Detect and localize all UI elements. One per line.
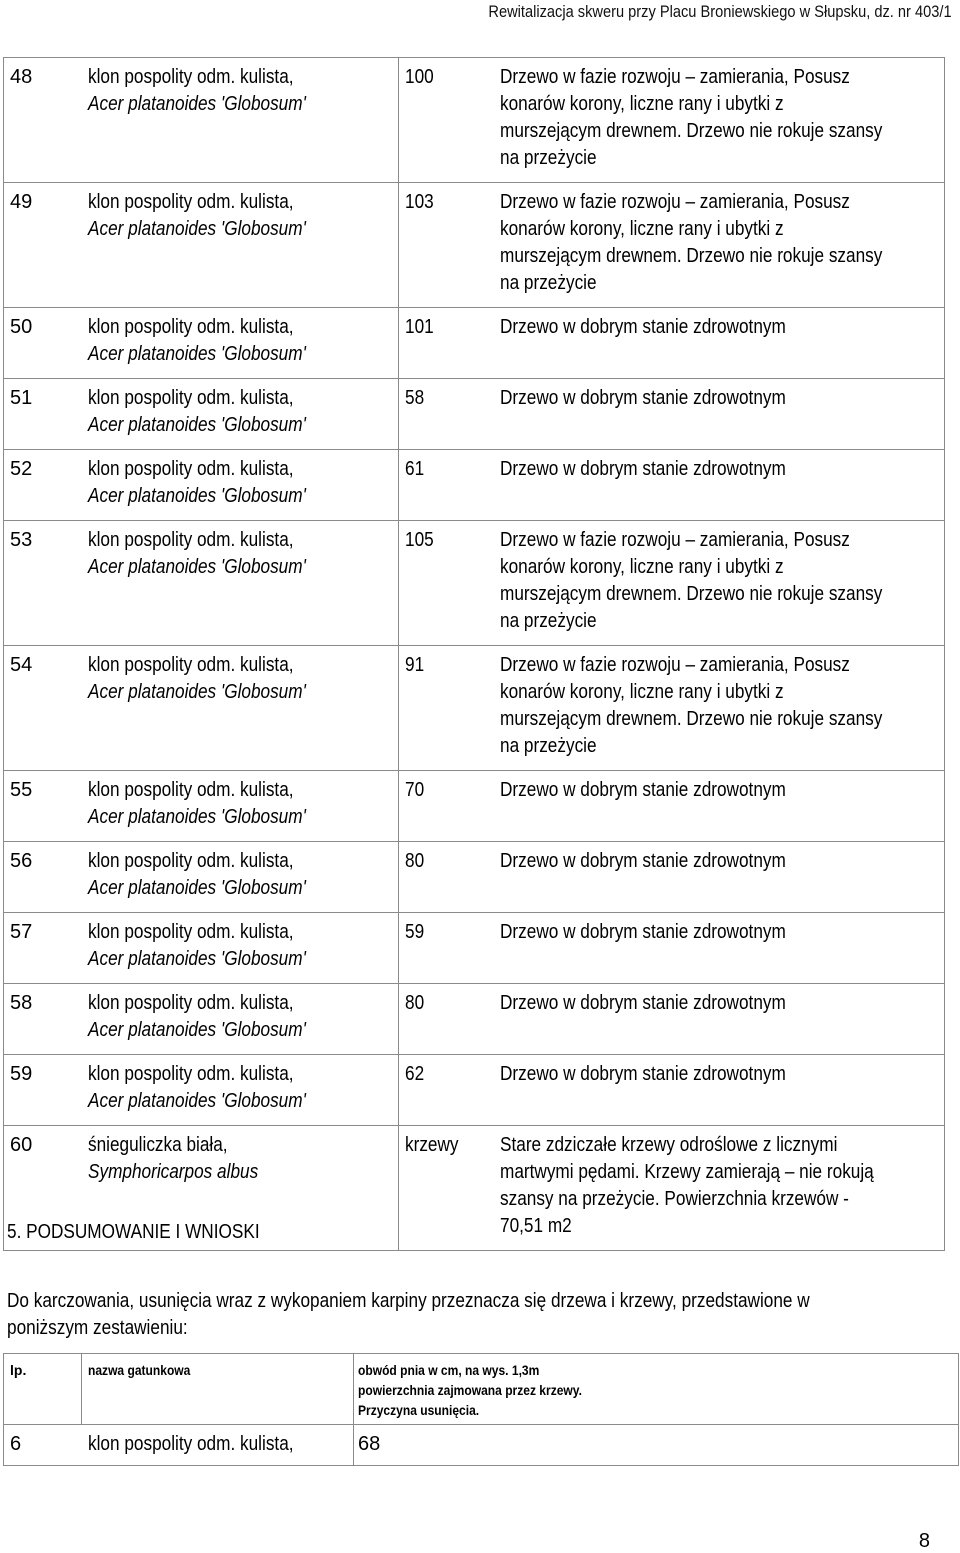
table-row bbox=[4, 771, 945, 842]
row-lp: 50 bbox=[10, 316, 33, 338]
document-header: Rewitalizacja skweru przy Placu Broniewskiego w Słupsku, dz. nr 403/1 bbox=[488, 2, 952, 21]
species-cell bbox=[4, 913, 399, 984]
species-name-pl: klon pospolity odm. kulista, bbox=[88, 387, 294, 409]
species-name-lat: Acer platanoides 'Globosum' bbox=[88, 681, 306, 703]
species-cell bbox=[4, 646, 399, 771]
condition-cell bbox=[399, 646, 945, 771]
species-cell bbox=[4, 58, 399, 183]
trunk-size: 103 bbox=[405, 191, 434, 213]
table-row bbox=[4, 308, 945, 379]
table-row bbox=[4, 58, 945, 183]
condition-line: konarów korony, liczne rany i ubytki z bbox=[500, 93, 784, 115]
tree-inventory-table bbox=[3, 57, 945, 1251]
summary-header-size-1: obwód pnia w cm, na wys. 1,3m bbox=[358, 1362, 540, 1378]
species-name-pl: klon pospolity odm. kulista, bbox=[88, 992, 294, 1014]
condition-line: Drzewo w fazie rozwoju – zamierania, Posusz bbox=[500, 191, 850, 213]
condition-line: szansy na przeżycie. Powierzchnia krzewów - bbox=[500, 1188, 849, 1210]
species-name-lat: Symphoricarpos albus bbox=[88, 1161, 259, 1183]
trunk-size: 80 bbox=[405, 992, 425, 1014]
condition-cell bbox=[399, 308, 945, 379]
table-row bbox=[4, 183, 945, 308]
condition-cell bbox=[399, 1055, 945, 1126]
row-lp: 59 bbox=[10, 1063, 33, 1085]
species-name-lat: Acer platanoides 'Globosum' bbox=[88, 877, 306, 899]
row-lp: 57 bbox=[10, 921, 33, 943]
species-name-pl: klon pospolity odm. kulista, bbox=[88, 529, 294, 551]
condition-line: konarów korony, liczne rany i ubytki z bbox=[500, 556, 784, 578]
summary-row-size: 68 bbox=[358, 1433, 381, 1455]
row-lp: 52 bbox=[10, 458, 33, 480]
trunk-size: 61 bbox=[405, 458, 425, 480]
species-name-pl: klon pospolity odm. kulista, bbox=[88, 921, 294, 943]
condition-cell bbox=[399, 58, 945, 183]
species-name-lat: Acer platanoides 'Globosum' bbox=[88, 93, 306, 115]
trunk-size: krzewy bbox=[405, 1134, 459, 1156]
removal-summary-table bbox=[3, 1353, 959, 1466]
summary-row-name: klon pospolity odm. kulista, bbox=[88, 1433, 294, 1455]
species-cell bbox=[4, 771, 399, 842]
table-row bbox=[4, 913, 945, 984]
condition-line: murszejącym drewnem. Drzewo nie rokuje szansy bbox=[500, 120, 883, 142]
row-lp: 58 bbox=[10, 992, 33, 1014]
row-lp: 51 bbox=[10, 387, 33, 409]
species-name-pl: klon pospolity odm. kulista, bbox=[88, 1063, 294, 1085]
condition-cell bbox=[399, 842, 945, 913]
species-name-lat: Acer platanoides 'Globosum' bbox=[88, 806, 306, 828]
species-cell bbox=[4, 521, 399, 646]
condition-line: na przeżycie bbox=[500, 272, 597, 294]
condition-line: murszejącym drewnem. Drzewo nie rokuje szansy bbox=[500, 245, 883, 267]
row-lp: 54 bbox=[10, 654, 33, 676]
species-cell bbox=[4, 842, 399, 913]
table-row bbox=[4, 984, 945, 1055]
species-name-lat: Acer platanoides 'Globosum' bbox=[88, 1090, 306, 1112]
species-name-pl: klon pospolity odm. kulista, bbox=[88, 850, 294, 872]
table-row bbox=[4, 842, 945, 913]
condition-line: Drzewo w fazie rozwoju – zamierania, Posusz bbox=[500, 66, 850, 88]
condition-line: Drzewo w dobrym stanie zdrowotnym bbox=[500, 850, 786, 872]
trunk-size: 91 bbox=[405, 654, 425, 676]
condition-line: konarów korony, liczne rany i ubytki z bbox=[500, 681, 784, 703]
summary-header-row bbox=[4, 1354, 959, 1425]
row-lp: 55 bbox=[10, 779, 33, 801]
trunk-size: 62 bbox=[405, 1063, 425, 1085]
table-row bbox=[4, 379, 945, 450]
condition-line: na przeżycie bbox=[500, 147, 597, 169]
intro-paragraph: Do karczowania, usunięcia wraz z wykopaniem karpiny przeznacza się drzewa i krzewy, przedstawione w poniższym zestawieniu: bbox=[7, 1290, 810, 1339]
row-lp: 49 bbox=[10, 191, 33, 213]
summary-row bbox=[4, 1425, 959, 1466]
condition-line: martwymi pędami. Krzewy zamierają – nie rokują bbox=[500, 1161, 874, 1183]
page-number: 8 bbox=[918, 1530, 930, 1552]
table-row bbox=[4, 1055, 945, 1126]
condition-line: Drzewo w dobrym stanie zdrowotnym bbox=[500, 779, 786, 801]
condition-cell bbox=[399, 771, 945, 842]
condition-line: Drzewo w dobrym stanie zdrowotnym bbox=[500, 921, 786, 943]
species-cell bbox=[4, 183, 399, 308]
condition-cell bbox=[399, 913, 945, 984]
trunk-size: 80 bbox=[405, 850, 425, 872]
row-lp: 56 bbox=[10, 850, 33, 872]
trunk-size: 100 bbox=[405, 66, 434, 88]
species-name-pl: śnieguliczka biała, bbox=[88, 1134, 228, 1156]
summary-row-lp: 6 bbox=[10, 1433, 22, 1455]
species-cell bbox=[4, 379, 399, 450]
species-name-pl: klon pospolity odm. kulista, bbox=[88, 191, 294, 213]
condition-line: murszejącym drewnem. Drzewo nie rokuje szansy bbox=[500, 583, 883, 605]
condition-line: Stare zdziczałe krzewy odroślowe z licznymi bbox=[500, 1134, 838, 1156]
table-row bbox=[4, 450, 945, 521]
species-name-pl: klon pospolity odm. kulista, bbox=[88, 316, 294, 338]
condition-line: Drzewo w dobrym stanie zdrowotnym bbox=[500, 458, 786, 480]
row-lp: 53 bbox=[10, 529, 33, 551]
condition-cell bbox=[399, 984, 945, 1055]
species-name-lat: Acer platanoides 'Globosum' bbox=[88, 218, 306, 240]
species-name-pl: klon pospolity odm. kulista, bbox=[88, 654, 294, 676]
section-title: 5. PODSUMOWANIE I WNIOSKI bbox=[7, 1221, 260, 1243]
condition-line: murszejącym drewnem. Drzewo nie rokuje szansy bbox=[500, 708, 883, 730]
trunk-size: 70 bbox=[405, 779, 425, 801]
species-name-pl: klon pospolity odm. kulista, bbox=[88, 458, 294, 480]
species-name-pl: klon pospolity odm. kulista, bbox=[88, 66, 294, 88]
species-cell bbox=[4, 450, 399, 521]
condition-line: Drzewo w dobrym stanie zdrowotnym bbox=[500, 1063, 786, 1085]
summary-header-size-2: powierzchnia zajmowana przez krzewy. bbox=[358, 1382, 582, 1398]
species-name-lat: Acer platanoides 'Globosum' bbox=[88, 556, 306, 578]
species-cell bbox=[4, 984, 399, 1055]
row-lp: 60 bbox=[10, 1134, 33, 1156]
condition-line: Drzewo w dobrym stanie zdrowotnym bbox=[500, 992, 786, 1014]
condition-cell bbox=[399, 450, 945, 521]
species-cell bbox=[4, 1055, 399, 1126]
species-name-lat: Acer platanoides 'Globosum' bbox=[88, 343, 306, 365]
condition-cell bbox=[399, 379, 945, 450]
trunk-size: 58 bbox=[405, 387, 425, 409]
trunk-size: 59 bbox=[405, 921, 425, 943]
summary-header-lp: lp. bbox=[10, 1362, 27, 1378]
table-row bbox=[4, 646, 945, 771]
condition-cell bbox=[399, 1126, 945, 1251]
condition-line: konarów korony, liczne rany i ubytki z bbox=[500, 218, 784, 240]
condition-line: na przeżycie bbox=[500, 610, 597, 632]
condition-line: Drzewo w fazie rozwoju – zamierania, Posusz bbox=[500, 529, 850, 551]
trunk-size: 105 bbox=[405, 529, 434, 551]
species-name-pl: klon pospolity odm. kulista, bbox=[88, 779, 294, 801]
condition-line: Drzewo w dobrym stanie zdrowotnym bbox=[500, 387, 786, 409]
species-name-lat: Acer platanoides 'Globosum' bbox=[88, 1019, 306, 1041]
species-name-lat: Acer platanoides 'Globosum' bbox=[88, 485, 306, 507]
summary-header-size-3: Przyczyna usunięcia. bbox=[358, 1402, 480, 1418]
species-name-lat: Acer platanoides 'Globosum' bbox=[88, 948, 306, 970]
condition-line: Drzewo w fazie rozwoju – zamierania, Posusz bbox=[500, 654, 850, 676]
condition-line: 70,51 m2 bbox=[500, 1215, 572, 1237]
condition-line: na przeżycie bbox=[500, 735, 597, 757]
summary-header-name: nazwa gatunkowa bbox=[88, 1362, 191, 1378]
species-name-lat: Acer platanoides 'Globosum' bbox=[88, 414, 306, 436]
species-cell bbox=[4, 308, 399, 379]
table-row bbox=[4, 521, 945, 646]
condition-cell bbox=[399, 183, 945, 308]
condition-cell bbox=[399, 521, 945, 646]
trunk-size: 101 bbox=[405, 316, 434, 338]
condition-line: Drzewo w dobrym stanie zdrowotnym bbox=[500, 316, 786, 338]
row-lp: 48 bbox=[10, 66, 33, 88]
